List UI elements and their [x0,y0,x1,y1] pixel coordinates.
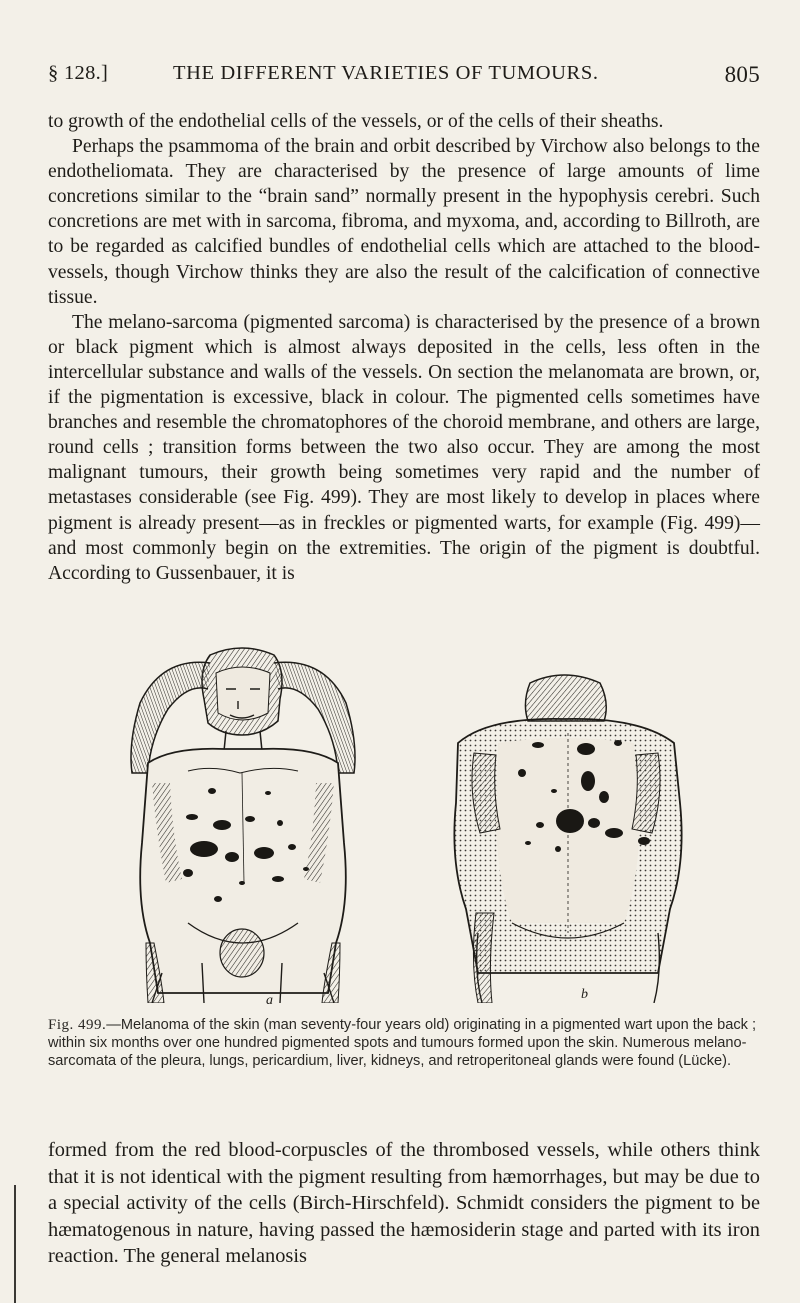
section-reference: § 128.] [48,62,109,84]
figure-label-b: b [581,987,588,1002]
illustration-back-view [418,673,718,1003]
figure-label-a: a [266,993,273,1008]
illustration-front-view [92,643,402,1003]
figure-caption [48,1016,760,1070]
figure-499 [92,643,732,1008]
caption-text: —Melanoma of the skin (man seventy-four years old) originating in a pigmented wart upon the back ; within six months over one hundred pigmented spots and tumours formed upon the skin. Numerous melano-sarcomata of the pleura, lungs, pericardium, liver, kidneys, and retroperitoneal glands were found (Lücke). [48,1017,757,1069]
body-text-bottom [48,1137,760,1270]
page-edge-line [14,1185,16,1303]
paragraph-pigment-origin: formed from the red blood-corpuscles of the thrombosed vessels, while others think that it is not identical with the pigment resulting from hæmorrhages, but may be due to a special activity of the cells (Birch-Hirschfeld). Schmidt considers the pigment to be hæmatogenous in nature, having passed the hæmosiderin stage and parted with its iron reaction. The general melanosis [48,1139,760,1268]
caption-label: Fig. 499. [48,1017,107,1033]
page-number: 805 [724,62,760,87]
paragraph-melano-sarcoma: The melano-sarcoma (pigmented sarcoma) is characterised by the presence of a brown or black pigment which is almost always deposited in the cells, less often in the intercellular substance and walls of the vessels. On section the melanomata are brown, or, if the pigmentation is excessive, black in colour. The pigmented cells sometimes have branches and resemble the chromatophores of the choroid membrane, and others are large, round cells ; transition forms between the two also occur. They are among the most malignant tumours, their growth being sometimes very rapid and the number of metastases considerable (see Fig. 499). They are most likely to develop in places where pigment is already present—as in freckles or pigmented warts, for example (Fig. 499)—and most commonly begin on the extremities. The origin of the pigment is doubtful. According to Gussenbauer, it is [48,311,760,584]
running-title: THE DIFFERENT VARIETIES OF TUMOURS. [173,62,599,84]
body-text-top [48,109,760,586]
paragraph-psammoma: Perhaps the psammoma of the brain and orbit described by Virchow also belongs to the endotheliomata. They are characterised by the presence of large amounts of lime concretions similar to the “brain sand” normally present in the hypophysis cerebri. Such concretions are met with in sarcoma, fibroma, and myxoma, and, according to Billroth, are to be regarded as calcified bundles of endothelial cells which are attached to the blood-vessels, though Virchow thinks they are also the result of the calcification of connective tissue. [48,136,760,308]
paragraph-continuation: to growth of the endothelial cells of the vessels, or of the cells of their sheaths. [48,111,664,132]
running-head [48,62,760,94]
